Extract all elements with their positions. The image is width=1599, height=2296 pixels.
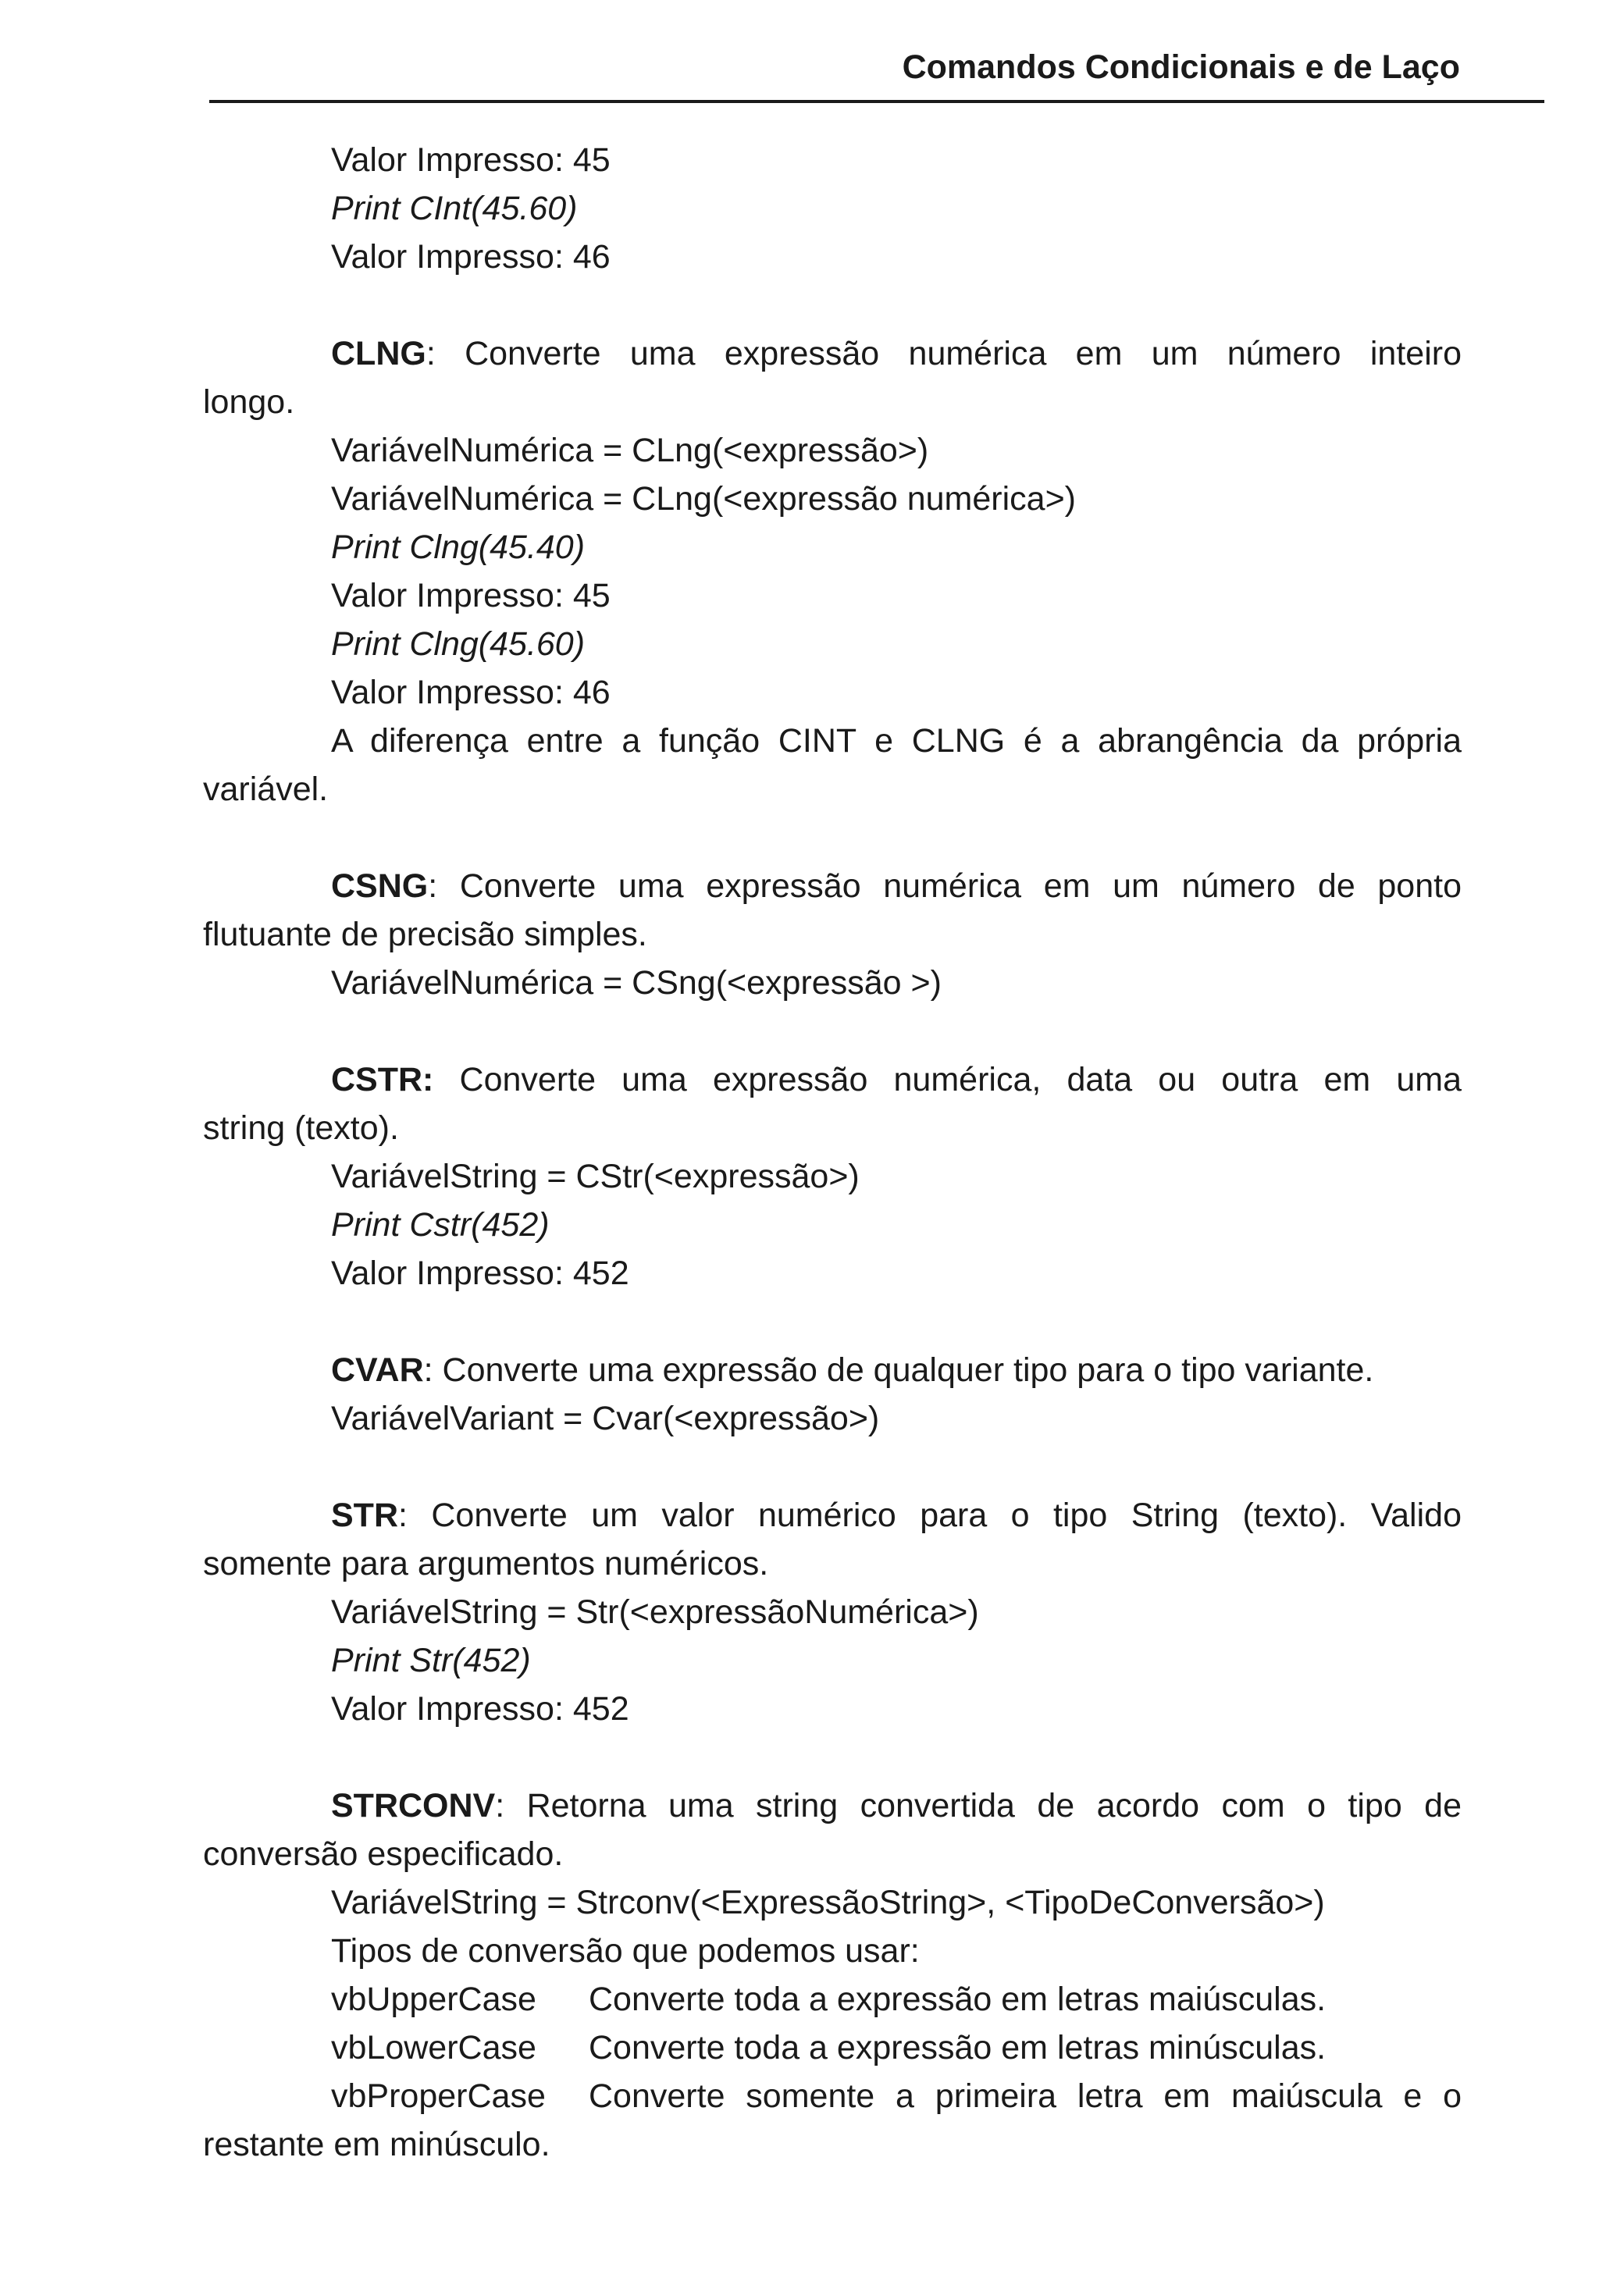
strconv-type-name: vbProperCase (331, 2077, 546, 2115)
strconv-type-name: vbUpperCase (331, 1981, 536, 2018)
cint-output-2: Valor Impresso: 46 (331, 238, 611, 276)
page-body (203, 136, 1462, 2169)
cstr-syntax-1: VariávelString = CStr(<expressão>) (331, 1158, 860, 1195)
cstr-description (203, 1055, 1462, 1104)
spacer (203, 1443, 1462, 1491)
csng-description-text: : Converte uma expressão numérica em um número de ponto (428, 867, 1462, 905)
strconv-description-cont: conversão especificado. (203, 1835, 564, 1873)
clng-description-text: : Converte uma expressão numérica em um número inteiro (426, 335, 1462, 372)
csng-description (203, 862, 1462, 910)
cstr-term: CSTR: (331, 1061, 434, 1098)
str-term: STR (331, 1497, 398, 1534)
cint-example-2: Print CInt(45.60) (331, 190, 578, 227)
clng-syntax-2: VariávelNumérica = CLng(<expressão numérica>) (331, 480, 1076, 518)
str-example-1: Print Str(452) (331, 1642, 531, 1679)
cstr-example-1: Print Cstr(452) (331, 1206, 550, 1244)
strconv-description (203, 1782, 1462, 1830)
clng-output-1: Valor Impresso: 45 (331, 577, 611, 614)
clng-description-cont: longo. (203, 383, 295, 421)
clng-example-2: Print Clng(45.60) (331, 625, 586, 663)
clng-syntax-1: VariávelNumérica = CLng(<expressão>) (331, 432, 929, 469)
cstr-output-1: Valor Impresso: 452 (331, 1255, 629, 1292)
cvar-description-text: : Converte uma expressão de qualquer tipo para o tipo variante. (423, 1351, 1374, 1389)
header-rule (209, 100, 1544, 103)
strconv-types-intro: Tipos de conversão que podemos usar: (331, 1932, 920, 1970)
cstr-description-text: Converte uma expressão numérica, data ou outra em uma (433, 1061, 1462, 1098)
str-output-1: Valor Impresso: 452 (331, 1690, 629, 1728)
str-description-text: : Converte um valor numérico para o tipo String (texto). Valido (398, 1497, 1462, 1534)
cint-output-1: Valor Impresso: 45 (331, 141, 611, 179)
strconv-type-desc: Converte somente a primeira letra em maiúscula e o (589, 2077, 1462, 2115)
spacer (203, 813, 1462, 862)
strconv-last-line: restante em minúsculo. (203, 2126, 550, 2163)
cvar-description (203, 1346, 1462, 1394)
strconv-type-row (203, 2024, 1462, 2072)
spacer (203, 1733, 1462, 1782)
clng-term: CLNG (331, 335, 426, 372)
csng-term: CSNG (331, 867, 429, 905)
str-description-cont: somente para argumentos numéricos. (203, 1545, 769, 1582)
csng-syntax-1: VariávelNumérica = CSng(<expressão >) (331, 964, 942, 1002)
strconv-term: STRCONV (331, 1787, 496, 1824)
strconv-type-row (203, 1975, 1462, 2024)
strconv-type-row (203, 2072, 1462, 2120)
str-description (203, 1491, 1462, 1540)
cvar-syntax-1: VariávelVariant = Cvar(<expressão>) (331, 1400, 880, 1437)
cstr-description-cont: string (texto). (203, 1109, 399, 1147)
clng-output-2: Valor Impresso: 46 (331, 674, 611, 711)
csng-description-cont: flutuante de precisão simples. (203, 916, 647, 953)
page-header-title: Comandos Condicionais e de Laço (902, 48, 1460, 86)
clng-example-1: Print Clng(45.40) (331, 529, 586, 566)
strconv-type-name: vbLowerCase (331, 2029, 536, 2066)
strconv-type-desc: Converte toda a expressão em letras minúsculas. (589, 2029, 1327, 2066)
clng-note-text: A diferença entre a função CINT e CLNG é a abrangência da própria (331, 722, 1462, 760)
spacer (203, 1298, 1462, 1346)
strconv-type-desc: Converte toda a expressão em letras maiúsculas. (589, 1981, 1327, 2018)
strconv-syntax-1: VariávelString = Strconv(<ExpressãoString>, <TipoDeConversão>) (331, 1884, 1325, 1921)
spacer (203, 1007, 1462, 1055)
strconv-description-text: : Retorna uma string convertida de acordo com o tipo de (495, 1787, 1462, 1824)
clng-note-cont: variável. (203, 771, 329, 808)
cvar-term: CVAR (331, 1351, 424, 1389)
clng-note (203, 717, 1462, 765)
str-syntax-1: VariávelString = Str(<expressãoNumérica>) (331, 1593, 979, 1631)
spacer (203, 281, 1462, 329)
clng-description (203, 329, 1462, 378)
